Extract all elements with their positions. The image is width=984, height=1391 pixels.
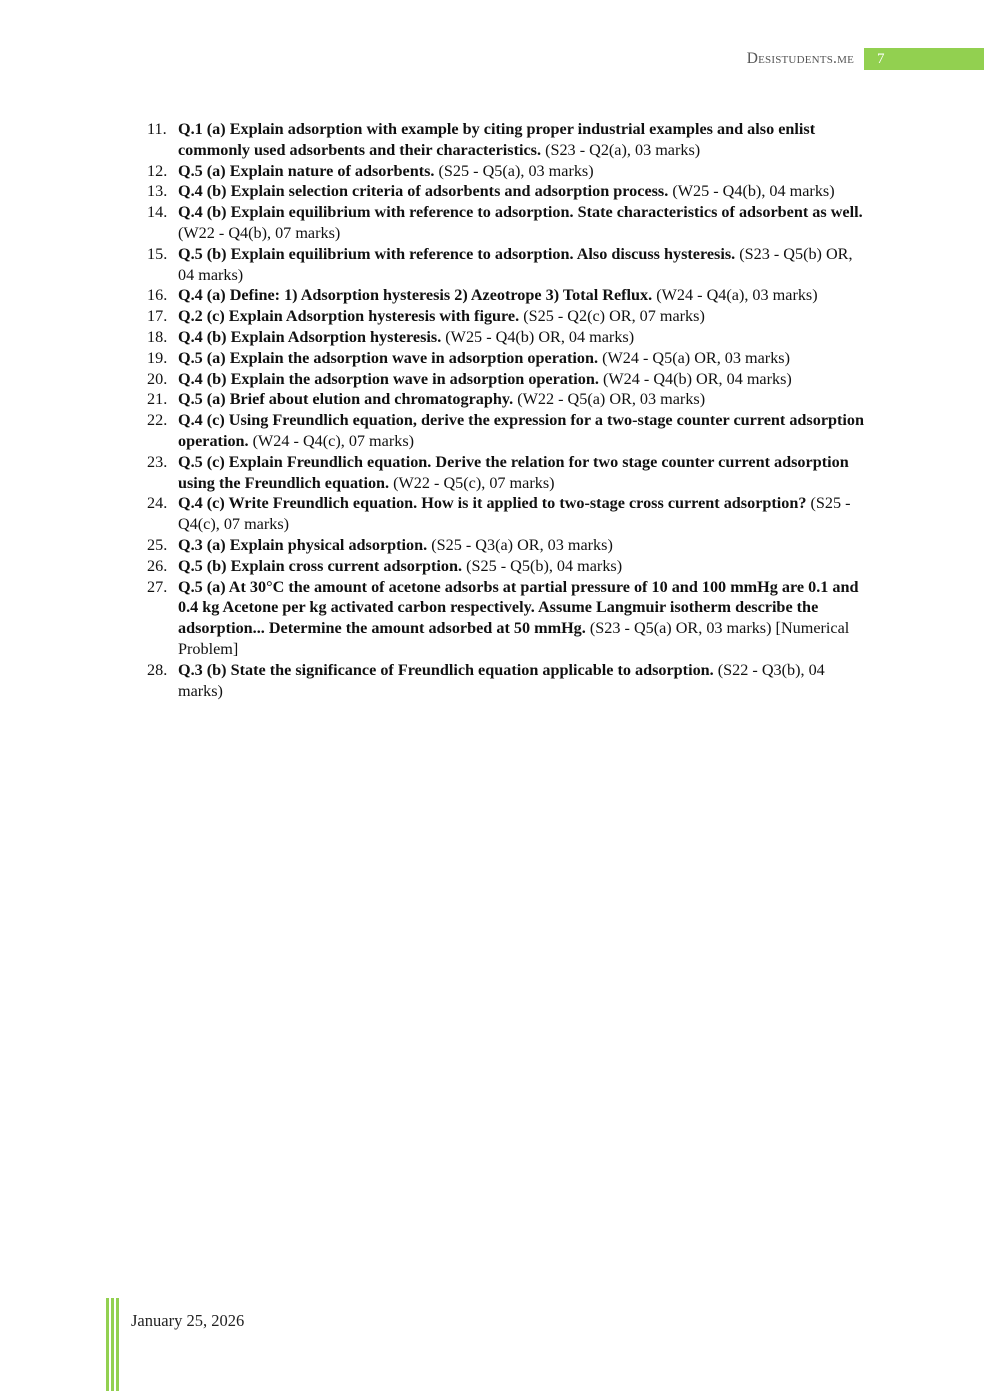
question-number: 11. bbox=[147, 120, 167, 138]
question-number: 14. bbox=[147, 203, 168, 222]
question-number: 25. bbox=[147, 535, 168, 554]
question-number: 16. bbox=[147, 286, 168, 305]
question-number: 21. bbox=[147, 390, 168, 409]
question-text: Q.4 (c) Using Freundlich equation, derive the expression for a two-stage counter current adsorption operation. bbox=[178, 411, 864, 450]
question-source: (W22 - Q5(a) OR, 03 marks) bbox=[513, 390, 706, 409]
question-source: (S25 - Q4(c), 07 marks) bbox=[178, 494, 851, 534]
question-source: (S25 - Q3(a) OR, 03 marks) bbox=[427, 535, 613, 554]
question-item bbox=[0, 306, 868, 327]
site-name: Desistudents.me bbox=[746, 50, 854, 67]
question-source: (S23 - Q5(b) OR, 04 marks) bbox=[178, 244, 853, 284]
question-text: Q.3 (b) State the significance of Freundlich equation applicable to adsorption. bbox=[178, 660, 714, 679]
question-source: (W25 - Q4(b), 04 marks) bbox=[668, 182, 835, 201]
question-number: 22. bbox=[147, 411, 168, 430]
footer-bar bbox=[111, 1298, 114, 1391]
question-text: Q.1 (a) Explain adsorption with example by citing proper industrial examples and also enlist commonly used adsorbents and their characteristics. bbox=[178, 120, 816, 159]
question-source: (W22 - Q4(b), 07 marks) bbox=[178, 223, 341, 242]
question-item bbox=[0, 452, 868, 494]
question-item bbox=[0, 285, 868, 306]
question-text: Q.5 (c) Explain Freundlich equation. Derive the relation for two stage counter current adsorption using the Freundlich equation. bbox=[178, 452, 849, 492]
question-item bbox=[0, 493, 868, 535]
question-source: (W25 - Q4(b) OR, 04 marks) bbox=[441, 327, 635, 346]
question-item bbox=[0, 410, 868, 452]
question-number: 26. bbox=[147, 556, 168, 575]
question-item bbox=[0, 161, 868, 182]
question-text: Q.4 (b) Explain equilibrium with reference to adsorption. State characteristics of adsorbent as well. bbox=[178, 203, 863, 222]
question-number: 20. bbox=[147, 369, 168, 388]
question-text: Q.5 (a) Brief about elution and chromatography. bbox=[178, 390, 514, 409]
question-item bbox=[0, 556, 868, 577]
question-source: (W22 - Q5(c), 07 marks) bbox=[389, 473, 555, 492]
question-text: Q.5 (a) Explain nature of adsorbents. bbox=[178, 161, 435, 180]
question-item bbox=[0, 577, 868, 660]
question-source: (S23 - Q5(a) OR, 03 marks) [Numerical Problem] bbox=[178, 619, 850, 658]
question-source: (S23 - Q2(a), 03 marks) bbox=[541, 140, 701, 159]
question-item bbox=[0, 202, 868, 244]
question-number: 18. bbox=[147, 327, 168, 346]
question-source: (W24 - Q4(c), 07 marks) bbox=[248, 431, 415, 450]
question-item bbox=[0, 119, 868, 161]
question-number: 24. bbox=[147, 494, 168, 513]
page-header bbox=[747, 48, 984, 70]
question-text: Q.4 (b) Explain Adsorption hysteresis. bbox=[178, 327, 442, 346]
question-number: 15. bbox=[147, 244, 168, 263]
question-item bbox=[0, 348, 868, 369]
question-source: (S25 - Q5(b), 04 marks) bbox=[462, 556, 623, 575]
question-item bbox=[0, 244, 868, 286]
question-text: Q.4 (c) Write Freundlich equation. How is it applied to two-stage cross current adsorption? bbox=[178, 494, 807, 513]
question-text: Q.4 (b) Explain the adsorption wave in adsorption operation. bbox=[178, 369, 599, 388]
question-item bbox=[0, 535, 868, 556]
question-source: (S22 - Q3(b), 04 marks) bbox=[178, 660, 825, 700]
page-number: 7 bbox=[877, 50, 885, 67]
page-number-badge bbox=[864, 48, 984, 70]
question-item bbox=[0, 389, 868, 410]
question-text: Q.2 (c) Explain Adsorption hysteresis with figure. bbox=[178, 307, 520, 326]
question-number: 27. bbox=[147, 577, 168, 596]
footer-bar bbox=[116, 1298, 119, 1391]
question-number: 13. bbox=[147, 182, 168, 201]
question-text: Q.5 (b) Explain cross current adsorption. bbox=[178, 556, 463, 575]
question-number: 23. bbox=[147, 452, 168, 471]
question-number: 19. bbox=[147, 348, 168, 367]
question-item bbox=[0, 369, 868, 390]
footer-bar bbox=[106, 1298, 109, 1391]
question-text: Q.3 (a) Explain physical adsorption. bbox=[178, 535, 428, 554]
question-item bbox=[0, 327, 868, 348]
question-source: (W24 - Q4(b) OR, 04 marks) bbox=[598, 369, 792, 388]
question-source: (S25 - Q2(c) OR, 07 marks) bbox=[519, 307, 705, 326]
question-item bbox=[0, 181, 868, 202]
footer-date: January 25, 2026 bbox=[131, 1311, 245, 1330]
question-text: Q.5 (b) Explain equilibrium with reference to adsorption. Also discuss hysteresis. bbox=[178, 244, 736, 263]
question-text: Q.5 (a) At 30°C the amount of acetone adsorbs at partial pressure of 10 and 100 mmHg are 0.1 and 0.4 kg Acetone per kg activated carbon respectively. Assume Langmuir isotherm describe the adsorption... Determine the amount adsorbed at 50 mmHg. bbox=[178, 577, 859, 638]
question-number: 17. bbox=[147, 307, 168, 326]
question-source: (W24 - Q4(a), 03 marks) bbox=[652, 286, 818, 305]
question-list bbox=[0, 119, 984, 701]
question-text: Q.4 (b) Explain selection criteria of adsorbents and adsorption process. bbox=[178, 182, 669, 201]
question-number: 12. bbox=[147, 161, 168, 180]
question-source: (W24 - Q5(a) OR, 03 marks) bbox=[598, 348, 790, 367]
footer-decoration bbox=[106, 1298, 120, 1391]
question-item bbox=[0, 660, 868, 702]
question-text: Q.4 (a) Define: 1) Adsorption hysteresis 2) Azeotrope 3) Total Reflux. bbox=[178, 286, 653, 305]
question-text: Q.5 (a) Explain the adsorption wave in adsorption operation. bbox=[178, 348, 599, 367]
question-number: 28. bbox=[147, 660, 168, 679]
question-source: (S25 - Q5(a), 03 marks) bbox=[434, 161, 594, 180]
